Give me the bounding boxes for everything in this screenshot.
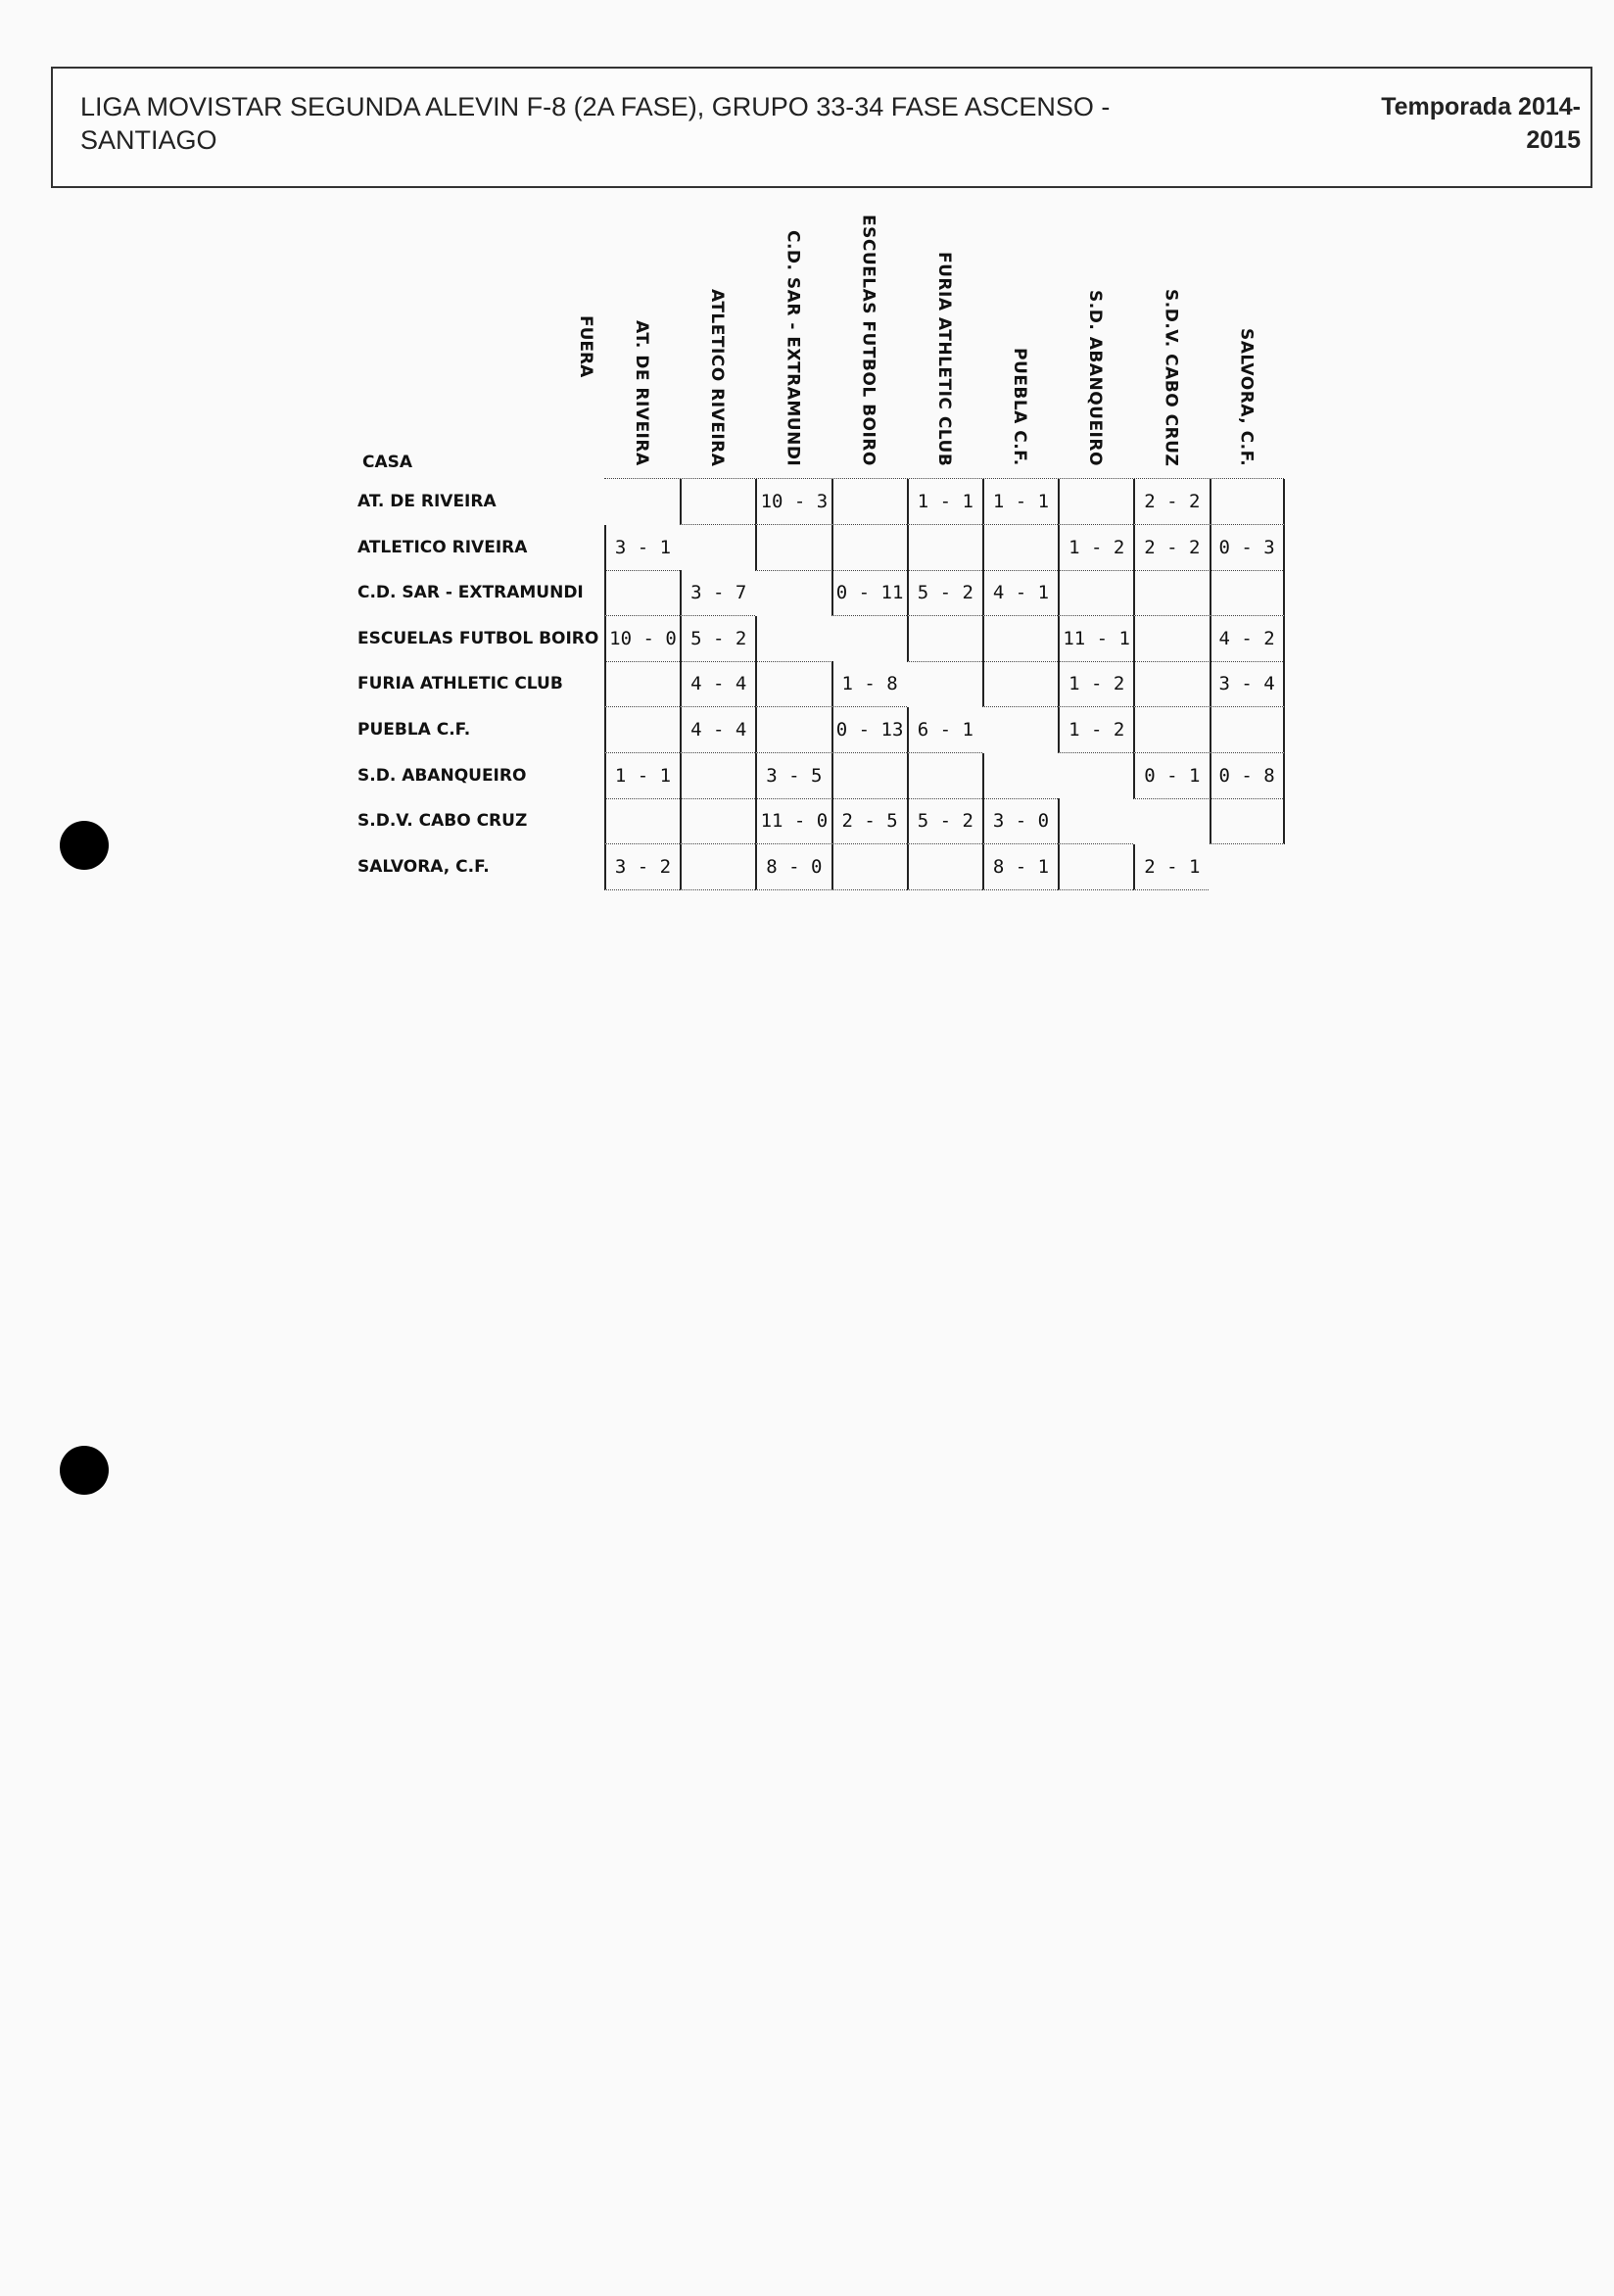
result-cell: 3 - 0 bbox=[982, 798, 1058, 844]
row-header-label: AT. DE RIVEIRA bbox=[357, 492, 497, 511]
column-header-label: ATLETICO RIVEIRA bbox=[707, 288, 728, 466]
result-cell bbox=[755, 525, 831, 571]
result-cell bbox=[1058, 844, 1133, 890]
result-cell bbox=[831, 479, 907, 525]
result-cell: 0 - 13 bbox=[831, 707, 907, 753]
diagonal-cell bbox=[680, 525, 755, 571]
column-header bbox=[680, 289, 754, 466]
result-cell: 1 - 1 bbox=[907, 479, 982, 525]
diagonal-cell bbox=[1058, 753, 1133, 799]
result-cell bbox=[680, 798, 755, 844]
column-header bbox=[755, 230, 830, 466]
result-cell bbox=[1210, 570, 1285, 616]
result-cell: 2 - 1 bbox=[1133, 844, 1209, 890]
result-cell: 1 - 8 bbox=[831, 661, 907, 707]
result-cell bbox=[1133, 616, 1209, 662]
header-box bbox=[51, 67, 1592, 188]
column-header-label: ESCUELAS FUTBOL BOIRO bbox=[858, 215, 878, 466]
result-cell: 3 - 1 bbox=[604, 525, 680, 571]
result-cell bbox=[1058, 798, 1133, 844]
result-cell: 1 - 2 bbox=[1058, 707, 1133, 753]
result-cell bbox=[907, 616, 982, 662]
diagonal-cell bbox=[831, 616, 907, 662]
column-header bbox=[907, 252, 981, 466]
result-cell bbox=[831, 753, 907, 799]
result-cell: 10 - 0 bbox=[604, 616, 680, 662]
result-cell bbox=[604, 707, 680, 753]
result-cell: 5 - 2 bbox=[907, 570, 982, 616]
column-header bbox=[1133, 289, 1208, 466]
result-cell bbox=[907, 753, 982, 799]
row-header-label: ESCUELAS FUTBOL BOIRO bbox=[357, 628, 599, 648]
season-label bbox=[1355, 90, 1581, 157]
result-cell: 4 - 4 bbox=[680, 707, 755, 753]
result-cell: 0 - 11 bbox=[831, 570, 907, 616]
result-cell: 3 - 5 bbox=[755, 753, 831, 799]
result-cell: 5 - 2 bbox=[907, 798, 982, 844]
result-cell: 1 - 2 bbox=[1058, 661, 1133, 707]
result-cell bbox=[831, 525, 907, 571]
result-cell bbox=[680, 753, 755, 799]
result-cell bbox=[831, 844, 907, 890]
column-header-label: PUEBLA C.F. bbox=[1010, 348, 1029, 466]
result-cell bbox=[1133, 707, 1209, 753]
result-cell bbox=[755, 661, 831, 707]
result-cell bbox=[1210, 798, 1285, 844]
result-cell: 10 - 3 bbox=[755, 479, 831, 525]
punch-hole-top bbox=[60, 821, 109, 870]
result-cell bbox=[680, 844, 755, 890]
row-header-label: S.D.V. CABO CRUZ bbox=[357, 811, 528, 832]
diagonal-cell bbox=[907, 661, 982, 707]
result-cell bbox=[1133, 661, 1209, 707]
result-cell bbox=[982, 525, 1058, 571]
result-cell bbox=[907, 844, 982, 890]
column-header bbox=[982, 348, 1057, 466]
league-title: LIGA MOVISTAR SEGUNDA ALEVIN F-8 (2A FASE), GRUPO 33-34 FASE ASCENSO - SANTIAGO bbox=[80, 92, 1111, 155]
away-label: FUERA bbox=[576, 315, 595, 378]
result-cell: 0 - 3 bbox=[1210, 525, 1285, 571]
result-cell: 6 - 1 bbox=[907, 707, 982, 753]
result-cell bbox=[982, 753, 1058, 799]
row-header-label: SALVORA, C.F. bbox=[357, 856, 490, 877]
result-cell bbox=[604, 661, 680, 707]
result-cell: 2 - 2 bbox=[1133, 479, 1209, 525]
result-cell: 0 - 1 bbox=[1133, 753, 1209, 799]
column-header bbox=[831, 215, 906, 466]
result-cell bbox=[982, 616, 1058, 662]
season-line-1: Temporada 2014- bbox=[1381, 93, 1581, 120]
column-header-label: FURIA ATHLETIC CLUB bbox=[933, 251, 954, 466]
row-header-label: S.D. ABANQUEIRO bbox=[357, 765, 527, 786]
result-cell bbox=[604, 570, 680, 616]
row-header-label: PUEBLA C.F. bbox=[357, 720, 471, 740]
result-cell: 3 - 7 bbox=[680, 570, 755, 616]
row-header-label: ATLETICO RIVEIRA bbox=[357, 537, 528, 557]
result-cell bbox=[755, 616, 831, 662]
result-cell bbox=[1210, 707, 1285, 753]
result-cell: 4 - 2 bbox=[1210, 616, 1285, 662]
result-cell bbox=[755, 707, 831, 753]
column-header-label: AT. DE RIVEIRA bbox=[632, 320, 651, 466]
column-header-label: SALVORA, C.F. bbox=[1236, 327, 1257, 466]
column-header bbox=[1058, 290, 1132, 466]
result-cell: 1 - 1 bbox=[604, 753, 680, 799]
result-cell: 8 - 1 bbox=[982, 844, 1058, 890]
result-cell: 11 - 1 bbox=[1058, 616, 1133, 662]
result-cell: 2 - 5 bbox=[831, 798, 907, 844]
result-cell bbox=[1133, 570, 1209, 616]
result-cell bbox=[907, 525, 982, 571]
diagonal-cell bbox=[1133, 798, 1209, 844]
result-cell: 4 - 4 bbox=[680, 661, 755, 707]
result-cell: 4 - 1 bbox=[982, 570, 1058, 616]
result-cell: 3 - 2 bbox=[604, 844, 680, 890]
punch-hole-bottom bbox=[60, 1446, 109, 1495]
row-header-label: C.D. SAR - EXTRAMUNDI bbox=[357, 583, 584, 603]
result-cell: 8 - 0 bbox=[755, 844, 831, 890]
result-cell bbox=[680, 479, 755, 525]
season-line-2: 2015 bbox=[1526, 126, 1581, 154]
result-cell: 2 - 2 bbox=[1133, 525, 1209, 571]
result-cell bbox=[1058, 570, 1133, 616]
column-header-label: S.D. ABANQUEIRO bbox=[1085, 290, 1106, 466]
row-header-label: FURIA ATHLETIC CLUB bbox=[357, 674, 563, 694]
diagonal-cell bbox=[755, 570, 831, 616]
result-cell bbox=[1210, 479, 1285, 525]
result-cell: 3 - 4 bbox=[1210, 661, 1285, 707]
column-header bbox=[604, 320, 679, 466]
diagonal-cell bbox=[604, 479, 680, 525]
result-cell: 11 - 0 bbox=[755, 798, 831, 844]
column-header-label: C.D. SAR - EXTRAMUNDI bbox=[783, 229, 803, 466]
result-cell bbox=[1058, 479, 1133, 525]
column-header-label: S.D.V. CABO CRUZ bbox=[1161, 288, 1181, 466]
home-label: CASA bbox=[362, 453, 413, 472]
result-cell: 0 - 8 bbox=[1210, 753, 1285, 799]
diagonal-cell bbox=[1210, 844, 1285, 890]
result-cell bbox=[982, 661, 1058, 707]
diagonal-cell bbox=[982, 707, 1058, 753]
column-header bbox=[1210, 328, 1284, 466]
result-cell bbox=[604, 798, 680, 844]
result-cell: 1 - 2 bbox=[1058, 525, 1133, 571]
result-cell: 1 - 1 bbox=[982, 479, 1058, 525]
result-cell: 5 - 2 bbox=[680, 616, 755, 662]
